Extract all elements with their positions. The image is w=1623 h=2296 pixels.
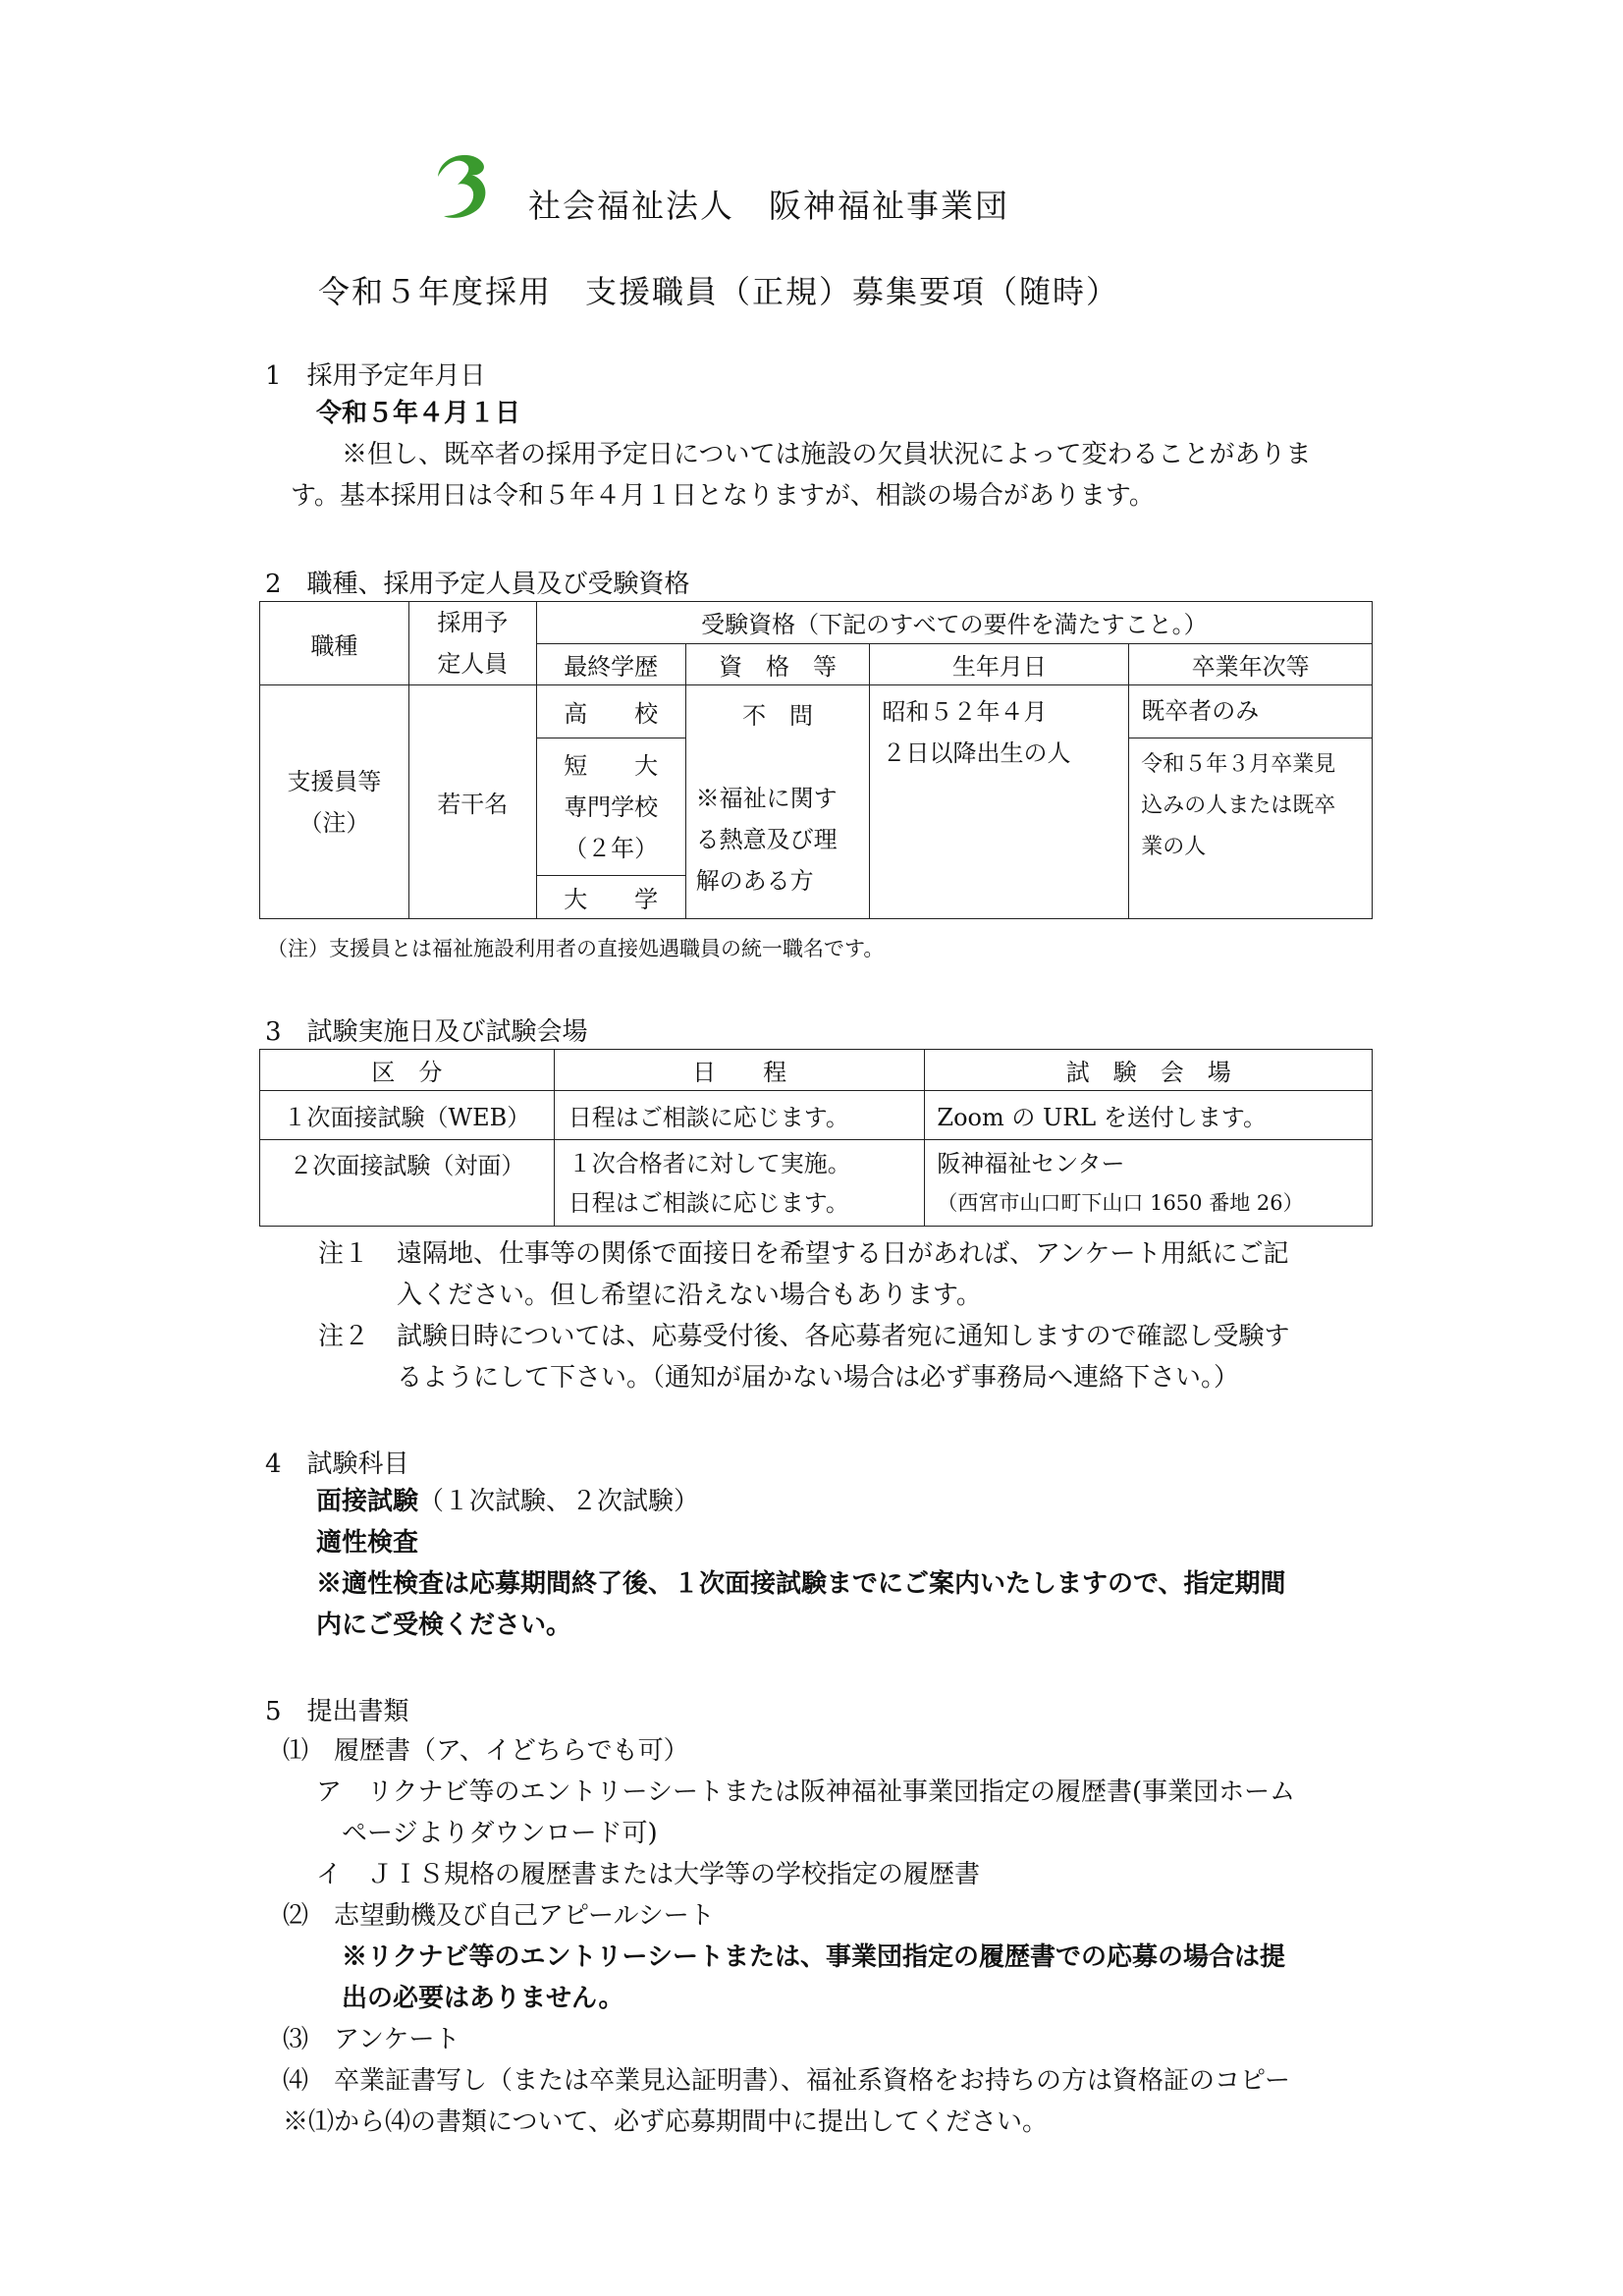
graduation-new-line-3: 業の人	[1141, 835, 1207, 859]
header-schedule: 日 程	[554, 1050, 925, 1091]
second-interview-category: ２次面接試験（対面）	[260, 1140, 555, 1227]
qualification-table	[259, 601, 1373, 919]
exam-note-1-line-2: 入ください。但し希望に沿えない場合もあります。	[397, 1281, 982, 1310]
certification-note-line-2: る熱意及び理	[695, 826, 838, 853]
first-interview-schedule: 日程はご相談に応じます。	[554, 1091, 925, 1140]
exam-note-2-line-2: るようにして下さい。（通知が届かない場合は必ず事務局へ連絡下さい。）	[397, 1363, 1240, 1393]
header-graduation: 卒業年次等	[1129, 643, 1373, 685]
second-interview-venue-name: 阪神福祉センター	[937, 1150, 1125, 1177]
education-junior-college	[536, 738, 685, 876]
second-interview-schedule-line-1: １次合格者に対して実施。	[568, 1150, 851, 1177]
exam-schedule-table	[259, 1049, 1373, 1227]
birth-date-line-2: ２日以降出生の人	[882, 739, 1071, 767]
certification-cell	[685, 685, 870, 919]
job-type-name: 支援員等	[287, 767, 382, 795]
aptitude-note-line-2: 内にご受検ください。	[316, 1611, 572, 1640]
header-education: 最終学歴	[536, 643, 685, 685]
section-1-heading: 1 採用予定年月日	[265, 361, 486, 391]
header-planned-count-line-1: 採用予	[437, 609, 509, 636]
second-interview-venue	[925, 1140, 1373, 1227]
second-interview-schedule-line-2: 日程はご相談に応じます。	[568, 1189, 849, 1217]
education-university: 大 学	[536, 876, 685, 919]
education-high-school: 高 校	[536, 685, 685, 738]
organization-title: 阪神福祉事業団	[769, 187, 1009, 225]
certification-note-line-1: ※福祉に関す	[695, 785, 838, 812]
header-birth-date: 生年月日	[870, 643, 1129, 685]
birth-date-line-1: 昭和５２年４月	[882, 698, 1048, 726]
exam-note-1-line-1: 遠隔地、仕事等の関係で面接日を希望する日があれば、アンケート用紙にご記	[397, 1239, 1289, 1269]
document-final-note: ※⑴から⑷の書類について、必ず応募期間中に提出してください。	[283, 2107, 1048, 2137]
graduation-new-line-2: 込みの人または既卒	[1141, 793, 1336, 818]
hire-date-note-line-2: す。基本採用日は令和５年４月１日となりますが、相談の場合があります。	[291, 481, 1155, 511]
header-planned-count-line-2: 定人員	[437, 650, 509, 678]
header-venue: 試 験 会 場	[925, 1050, 1373, 1091]
graduation-experienced: 既卒者のみ	[1129, 685, 1373, 738]
first-interview-category: １次面接試験（WEB）	[260, 1091, 555, 1140]
section-3-heading: 3 試験実施日及び試験会場	[265, 1017, 588, 1047]
education-junior-college-line-3: （２年）	[564, 834, 659, 862]
planned-count: 若干名	[408, 685, 536, 919]
hire-date-note-line-1: ※但し、既卒者の採用予定日については施設の欠員状況によって変わることがありま	[342, 440, 1312, 469]
document-item-1a-line-2: ページよりダウンロード可)	[342, 1819, 658, 1848]
page-title: 令和５年度採用 支援職員（正規）募集要項（随時）	[318, 273, 1120, 310]
qualification-footnote: （注）支援員とは福祉施設利用者の直接処遇職員の統一職名です。	[267, 937, 885, 960]
aptitude-note-line-1: ※適性検査は応募期間終了後、１次面接試験までにご案内いたしますので、指定期間	[316, 1569, 1286, 1599]
organization-name	[528, 181, 1009, 227]
exam-subject-interview	[316, 1481, 699, 1522]
document-item-2-note-line-1: ※リクナビ等のエントリーシートまたは、事業団指定の履歴書での応募の場合は提	[342, 1942, 1285, 1972]
exam-note-1-label: 注１	[318, 1239, 370, 1269]
first-interview-venue: Zoom の URL を送付します。	[925, 1091, 1373, 1140]
section-5-heading: 5 提出書類	[265, 1697, 409, 1726]
job-type-note-mark: （注）	[298, 808, 370, 837]
certification-not-required: 不 問	[742, 702, 814, 730]
education-junior-college-line-1: 短 大	[564, 751, 659, 780]
header-category: 区 分	[260, 1050, 555, 1091]
certification-note-line-3: 解のある方	[695, 867, 814, 895]
section-2-heading: 2 職種、採用予定人員及び受験資格	[265, 570, 690, 599]
exam-subject-interview-detail: （１次試験、２次試験）	[418, 1487, 700, 1516]
job-type-cell	[260, 685, 409, 919]
exam-subject-interview-title: 面接試験	[316, 1487, 419, 1516]
document-item-3: ⑶ アンケート	[283, 2025, 460, 2054]
exam-subject-aptitude: 適性検査	[316, 1528, 419, 1558]
document-item-1b: イ ＪＩＳ規格の履歴書または大学等の学校指定の履歴書	[316, 1860, 981, 1889]
exam-note-2-line-1: 試験日時については、応募受付後、各応募者宛に通知しますので確認し受験す	[397, 1322, 1290, 1351]
document-item-2-note-line-2: 出の必要はありません。	[342, 1984, 624, 2013]
graduation-new-line-1: 令和５年３月卒業見	[1141, 752, 1336, 777]
graduation-new-graduate	[1129, 738, 1373, 919]
header-qualifications: 受験資格（下記のすべての要件を満たすこと。）	[536, 602, 1372, 644]
section-4-heading: 4 試験科目	[265, 1449, 409, 1479]
document-item-1: ⑴ 履歴書（ア、イどちらでも可）	[283, 1736, 689, 1766]
document-item-4: ⑷ 卒業証書写し（または卒業見込証明書）、福祉系資格をお持ちの方は資格証のコピー	[283, 2066, 1290, 2096]
document-item-2: ⑵ 志望動機及び自己アピールシート	[283, 1901, 715, 1931]
second-interview-schedule	[554, 1140, 925, 1227]
document-item-1a-line-1: ア リクナビ等のエントリーシートまたは阪神福祉事業団指定の履歴書(事業団ホーム	[316, 1777, 1296, 1807]
header-certification: 資 格 等	[685, 643, 870, 685]
organization-logo-icon	[430, 147, 509, 226]
organization-type: 社会福祉法人	[528, 187, 734, 225]
hire-date: 令和５年４月１日	[316, 399, 521, 428]
education-junior-college-line-2: 専門学校	[564, 793, 659, 821]
birth-date-cell	[870, 685, 1129, 919]
header-job-type: 職種	[260, 602, 409, 685]
second-interview-venue-address: （西宮市山口町下山口 1650 番地 26）	[937, 1191, 1304, 1215]
exam-note-2-label: 注２	[318, 1322, 370, 1351]
header-planned-count	[408, 602, 536, 685]
